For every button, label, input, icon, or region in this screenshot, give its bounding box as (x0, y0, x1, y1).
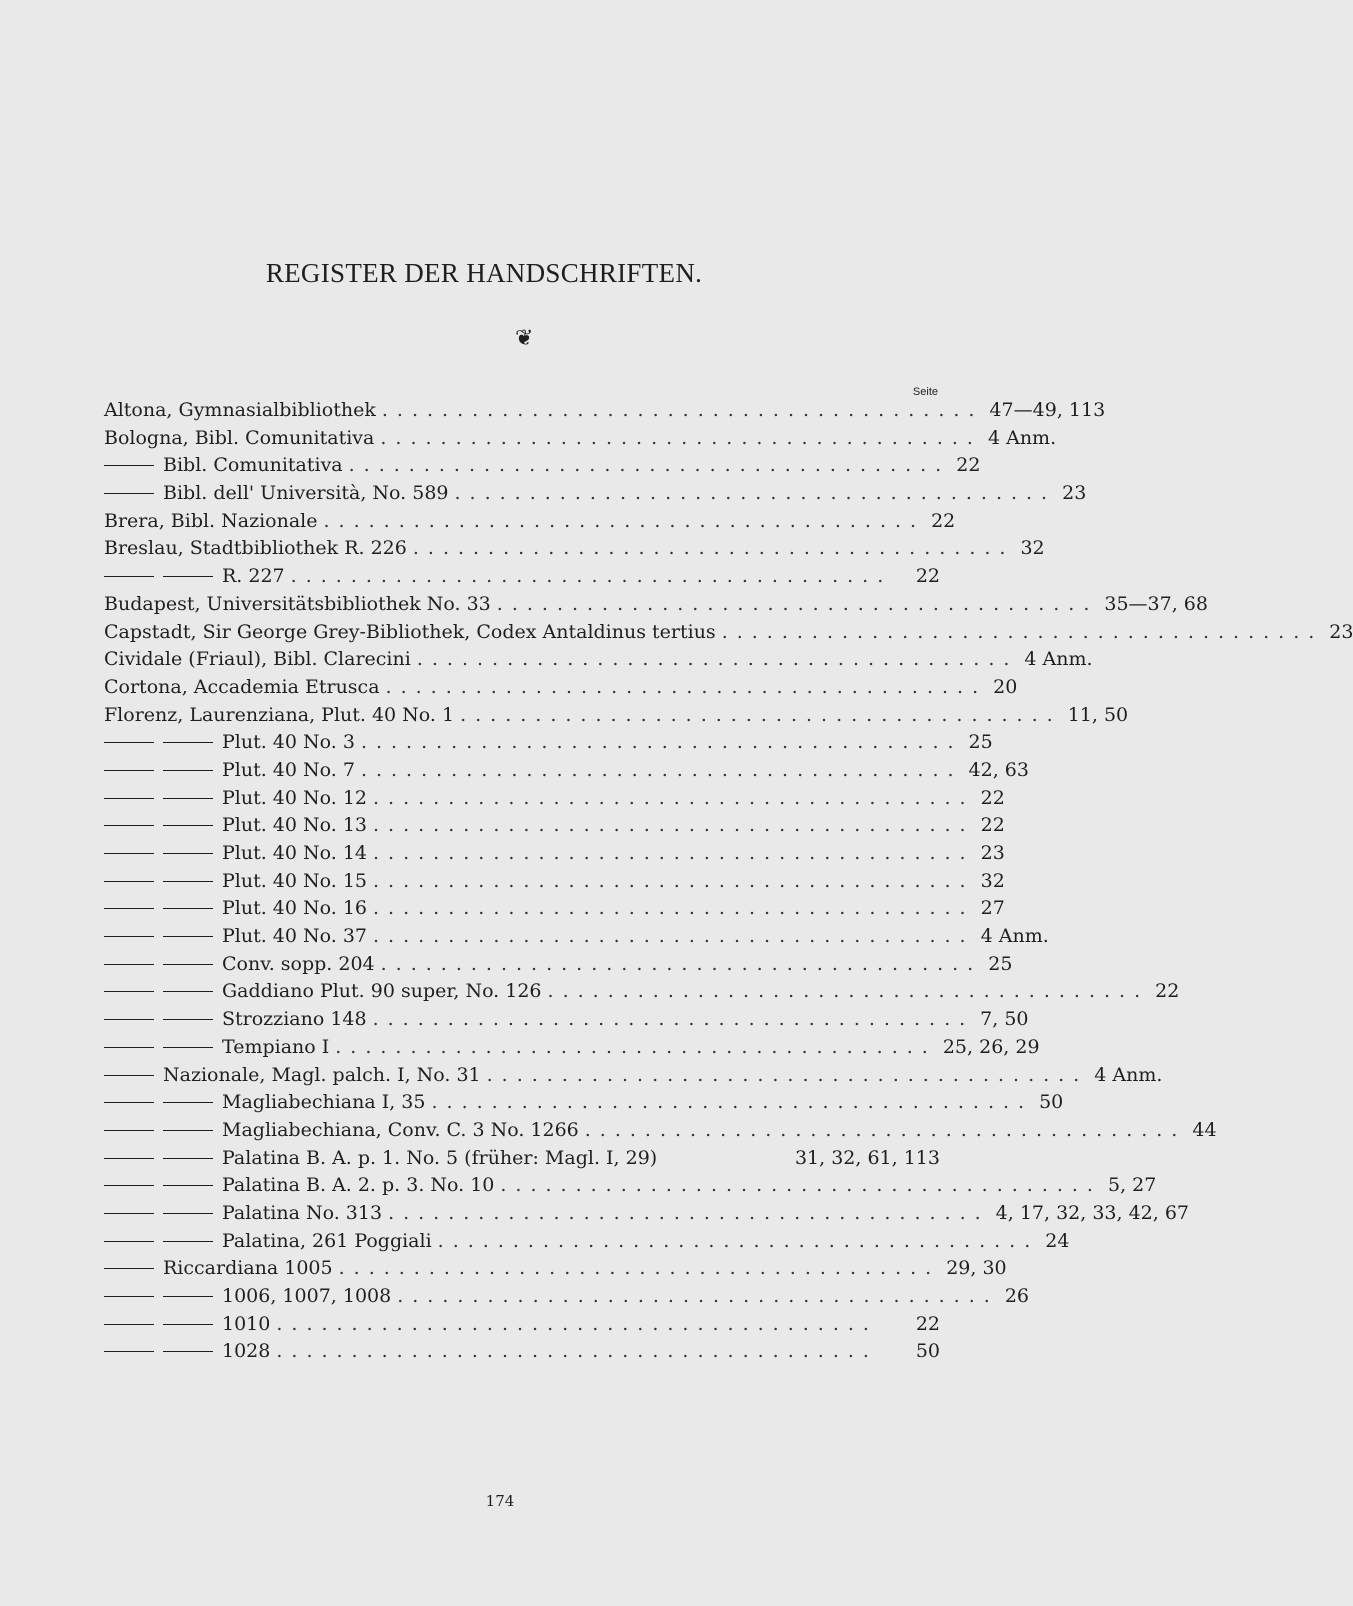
entry-label (104, 925, 367, 947)
entry-label (104, 621, 716, 643)
entry-label (104, 870, 367, 892)
dot-leader: ........................................ (454, 482, 1057, 505)
ditto-dash (163, 1102, 213, 1103)
ditto-dash (104, 742, 154, 743)
entry-label (104, 593, 491, 615)
list-item (104, 869, 1005, 898)
page-reference: 7, 50 (980, 1008, 1029, 1031)
page-reference: 22 (915, 1312, 940, 1335)
list-item (104, 786, 1005, 815)
page-reference: 22 (931, 509, 956, 532)
entry-label (104, 565, 285, 587)
list-item (104, 814, 1005, 842)
entry-label (104, 704, 454, 726)
page-number: 174 (485, 1492, 515, 1510)
entry-label (104, 731, 355, 753)
dot-leader: ........................................ (496, 592, 1099, 615)
ditto-dash (163, 1185, 213, 1186)
page-reference: 5, 27 (1107, 1174, 1157, 1197)
entry-text: Tempiano I (222, 1035, 330, 1058)
page-reference: 4 Anm. (980, 925, 1049, 948)
entry-text: Capstadt, Sir George Grey-Bibliothek, Codex Antaldinus tertius (104, 620, 716, 643)
page-reference: 22 (915, 565, 940, 588)
ditto-dash (104, 825, 154, 826)
list-item (104, 1313, 940, 1341)
entry-label (104, 537, 407, 559)
entry-label (104, 1230, 432, 1252)
page-reference: 50 (1039, 1091, 1064, 1114)
dot-leader: ........................................ (335, 1035, 937, 1058)
ditto-dash (104, 853, 154, 854)
dot-leader: ........................................ (437, 1229, 1040, 1252)
entry-text: R. 227 (222, 565, 285, 588)
dot-leader: ........................................ (584, 1118, 1187, 1141)
dot-leader: ........................................ (276, 1340, 878, 1363)
dot-leader: ........................................ (360, 758, 963, 781)
list-item (104, 1285, 1029, 1313)
ditto-dash (104, 908, 154, 909)
page-reference: 25 (968, 731, 993, 754)
list-item (104, 1063, 1163, 1092)
list-item (104, 1340, 940, 1368)
page-reference: 23 (1062, 482, 1087, 505)
page-reference: 29, 30 (946, 1257, 1007, 1280)
dot-leader: ........................................ (500, 1174, 1102, 1197)
dot-leader: ........................................ (486, 1063, 1089, 1086)
ditto-dash (163, 770, 213, 771)
entry-text: Cortona, Accademia Etrusca (104, 675, 380, 698)
dot-leader: ........................................ (373, 814, 975, 837)
entry-label (104, 510, 318, 532)
page-reference: 4 Anm. (987, 426, 1057, 449)
list-item (104, 925, 1049, 953)
entry-text: Magliabechiana, Conv. C. 3 No. 1266 (222, 1118, 579, 1141)
entry-text: Budapest, Universitätsbibliothek No. 33 (104, 592, 491, 615)
entry-text: Gaddiano Plut. 90 super, No. 126 (222, 980, 542, 1003)
fleuron-ornament-icon: ❦ (515, 326, 534, 351)
dot-leader: ........................................ (460, 703, 1062, 726)
entry-text: Magliabechiana I, 35 (222, 1091, 426, 1114)
entry-text: Plut. 40 No. 3 (222, 731, 355, 754)
entry-text: Riccardiana 1005 (163, 1257, 333, 1280)
entry-label (104, 1147, 657, 1169)
ditto-dash (104, 1047, 154, 1048)
dot-leader: ........................................ (373, 897, 975, 920)
entry-label (104, 980, 542, 1002)
ditto-dash (163, 1351, 213, 1352)
entry-label (104, 1036, 329, 1058)
dot-leader: ........................................ (373, 786, 975, 809)
list-item (104, 537, 1045, 565)
dot-leader: ........................................ (373, 869, 975, 892)
list-item (104, 1091, 1064, 1119)
ditto-dash (163, 853, 213, 854)
entry-label (104, 1340, 270, 1362)
entry-label (104, 427, 374, 449)
entry-text: Palatina, 261 Poggiali (222, 1229, 432, 1252)
entry-text: 1006, 1007, 1008 (222, 1285, 392, 1307)
page-reference: 32 (1020, 537, 1045, 560)
entry-label (104, 399, 376, 421)
entry-label (104, 1008, 367, 1030)
ditto-dash (104, 964, 154, 965)
ditto-dash (163, 1296, 213, 1297)
ditto-dash (104, 1324, 154, 1325)
page-reference: 22 (956, 454, 981, 477)
entry-label (104, 1064, 481, 1086)
entry-text: Plut. 40 No. 16 (222, 897, 368, 920)
ditto-dash (163, 825, 213, 826)
ditto-dash (104, 1019, 154, 1020)
entry-label (104, 842, 367, 864)
dot-leader: ........................................ (431, 1091, 1034, 1114)
entry-text: Bologna, Bibl. Comunitativa (104, 426, 375, 449)
dot-leader: ........................................ (338, 1257, 941, 1280)
dot-leader: ........................................ (381, 399, 984, 421)
ditto-dash (163, 1158, 213, 1159)
ditto-dash (104, 1268, 154, 1269)
list-item (104, 952, 1013, 981)
page-reference: 4, 17, 32, 33, 42, 67 (995, 1201, 1190, 1224)
page-reference: 11, 50 (1067, 703, 1129, 726)
ditto-dash (104, 465, 154, 466)
page-reference: 25, 26, 29 (942, 1035, 1040, 1058)
ditto-dash (163, 1047, 213, 1048)
ditto-dash (163, 1324, 213, 1325)
page-reference: 32 (980, 869, 1005, 892)
entry-label (104, 787, 367, 809)
list-item (104, 1174, 1157, 1202)
entry-text: Conv. sopp. 204 (222, 952, 375, 975)
ditto-dash (163, 936, 213, 937)
page-title: REGISTER DER HANDSCHRIFTEN. (265, 258, 703, 288)
ditto-dash (104, 493, 154, 494)
page-reference: 20 (993, 675, 1018, 698)
list-item (104, 509, 956, 538)
entry-text: Plut. 40 No. 14 (222, 842, 368, 864)
entry-label (104, 676, 380, 698)
entry-text: Nazionale, Magl. palch. I, No. 31 (163, 1063, 481, 1086)
dot-leader: ........................................ (373, 925, 975, 948)
entry-text: Brera, Bibl. Nazionale (104, 509, 318, 532)
column-header: Seite (912, 386, 938, 398)
ditto-dash (104, 936, 154, 937)
ditto-dash (104, 1075, 154, 1076)
list-item (104, 758, 1029, 787)
dot-leader: ........................................ (385, 675, 988, 698)
entry-label (104, 1174, 494, 1196)
list-item (104, 675, 1018, 704)
ditto-dash (104, 1102, 154, 1103)
ditto-dash (104, 798, 154, 799)
page-reference: 47—49, 113 (989, 399, 1106, 421)
page-reference: 44 (1192, 1118, 1217, 1141)
dot-leader: ........................................ (397, 1285, 999, 1307)
ditto-dash (104, 1130, 154, 1131)
list-item (104, 1201, 1190, 1230)
ditto-dash (163, 991, 213, 992)
entry-text: Florenz, Laurenziana, Plut. 40 No. 1 (104, 703, 455, 726)
ditto-dash (104, 1351, 154, 1352)
entry-label (104, 1119, 579, 1141)
entry-label (104, 1202, 382, 1224)
ditto-dash (104, 1213, 154, 1214)
entry-label (104, 953, 375, 975)
ditto-dash (163, 576, 213, 577)
entry-text: Plut. 40 No. 7 (222, 758, 355, 781)
list-item (104, 454, 981, 482)
ditto-dash (104, 1296, 154, 1297)
list-item (104, 565, 940, 593)
ditto-dash (163, 1241, 213, 1242)
entry-label (104, 814, 367, 836)
entry-text: Plut. 40 No. 13 (222, 814, 368, 837)
list-item (104, 842, 1005, 870)
entry-label (104, 482, 449, 504)
dot-leader: ........................................ (348, 454, 951, 477)
dot-leader: ........................................ (721, 620, 1324, 643)
entry-text: Cividale (Friaul), Bibl. Clarecini (104, 648, 411, 671)
entry-text: Plut. 40 No. 37 (222, 925, 368, 948)
list-item (104, 1008, 1029, 1036)
dot-leader: ........................................ (372, 1008, 975, 1031)
page-reference: 4 Anm. (1024, 648, 1093, 671)
page-reference: 42, 63 (968, 758, 1029, 781)
page-reference: 4 Anm. (1094, 1063, 1163, 1086)
entry-label (104, 1313, 270, 1335)
entry-label (104, 1285, 391, 1307)
ditto-dash (104, 1158, 154, 1159)
dot-leader: ........................................ (547, 980, 1150, 1003)
entry-text: Plut. 40 No. 12 (222, 786, 368, 809)
entry-text: 1028 (222, 1340, 271, 1363)
entry-text: Plut. 40 No. 15 (222, 869, 368, 892)
dot-leader: ........................................ (412, 537, 1015, 560)
list-item (104, 648, 1093, 676)
ditto-dash (104, 576, 154, 577)
ditto-dash (104, 1241, 154, 1242)
page-reference: 50 (915, 1340, 940, 1363)
list-item (104, 399, 1106, 427)
list-item (104, 592, 1208, 621)
page-reference: 24 (1045, 1229, 1070, 1252)
list-item (104, 1147, 940, 1175)
ditto-dash (163, 1213, 213, 1214)
page-reference: 22 (980, 814, 1005, 837)
entry-text: Palatina B. A. 2. p. 3. No. 10 (222, 1174, 495, 1197)
ditto-dash (163, 964, 213, 965)
ditto-dash (163, 881, 213, 882)
list-item (104, 1035, 1040, 1064)
register-list (104, 399, 1353, 1368)
entry-label (104, 454, 343, 476)
list-item (104, 620, 1353, 649)
ditto-dash (163, 742, 213, 743)
entry-label (104, 1091, 425, 1113)
entry-label (104, 759, 355, 781)
list-item (104, 980, 1180, 1008)
list-item (104, 897, 1005, 925)
entry-text: Bibl. Comunitativa (163, 454, 343, 477)
ditto-dash (163, 908, 213, 909)
entry-label (104, 897, 367, 919)
dot-leader: ........................................ (380, 426, 982, 449)
ditto-dash (163, 1019, 213, 1020)
list-item (104, 1257, 1007, 1285)
entry-label (104, 648, 411, 670)
entry-text: Altona, Gymnasialbibliothek (104, 399, 376, 421)
dot-leader: ........................................ (373, 842, 975, 864)
ditto-dash (163, 798, 213, 799)
page-reference: 31, 32, 61, 113 (794, 1146, 940, 1169)
ditto-dash (104, 1185, 154, 1186)
entry-text: 1010 (222, 1312, 271, 1335)
list-item (104, 703, 1129, 732)
dot-leader: ........................................ (276, 1312, 878, 1335)
ditto-dash (104, 881, 154, 882)
page-reference: 26 (1004, 1285, 1029, 1307)
dot-leader: ........................................ (290, 565, 893, 588)
entry-label (104, 1257, 333, 1279)
list-item (104, 482, 1087, 510)
page-reference: 22 (1155, 980, 1180, 1003)
ditto-dash (104, 770, 154, 771)
dot-leader: ........................................ (380, 952, 983, 975)
page-reference: 23 (1329, 620, 1353, 643)
dot-leader: ........................................ (323, 509, 926, 532)
dot-leader: ........................................ (388, 1201, 990, 1224)
list-item (104, 1118, 1217, 1147)
entry-text: Breslau, Stadtbibliothek R. 226 (104, 537, 407, 560)
ditto-dash (163, 1130, 213, 1131)
page-reference: 23 (980, 842, 1005, 864)
page-reference: 22 (980, 786, 1005, 809)
entry-text: Bibl. dell' Università, No. 589 (163, 482, 449, 505)
entry-text: Palatina B. A. p. 1. No. 5 (früher: Magl. I, 29) (222, 1146, 658, 1169)
ditto-dash (104, 991, 154, 992)
dot-leader: ........................................ (360, 731, 963, 754)
entry-text: Strozziano 148 (222, 1008, 367, 1031)
page-reference: 27 (980, 897, 1005, 920)
entry-text: Palatina No. 313 (222, 1201, 383, 1224)
page-reference: 35—37, 68 (1104, 592, 1208, 615)
list-item (104, 426, 1057, 455)
page-reference: 25 (988, 952, 1013, 975)
dot-leader: ........................................ (416, 648, 1019, 671)
list-item (104, 731, 993, 759)
list-item (104, 1229, 1070, 1258)
